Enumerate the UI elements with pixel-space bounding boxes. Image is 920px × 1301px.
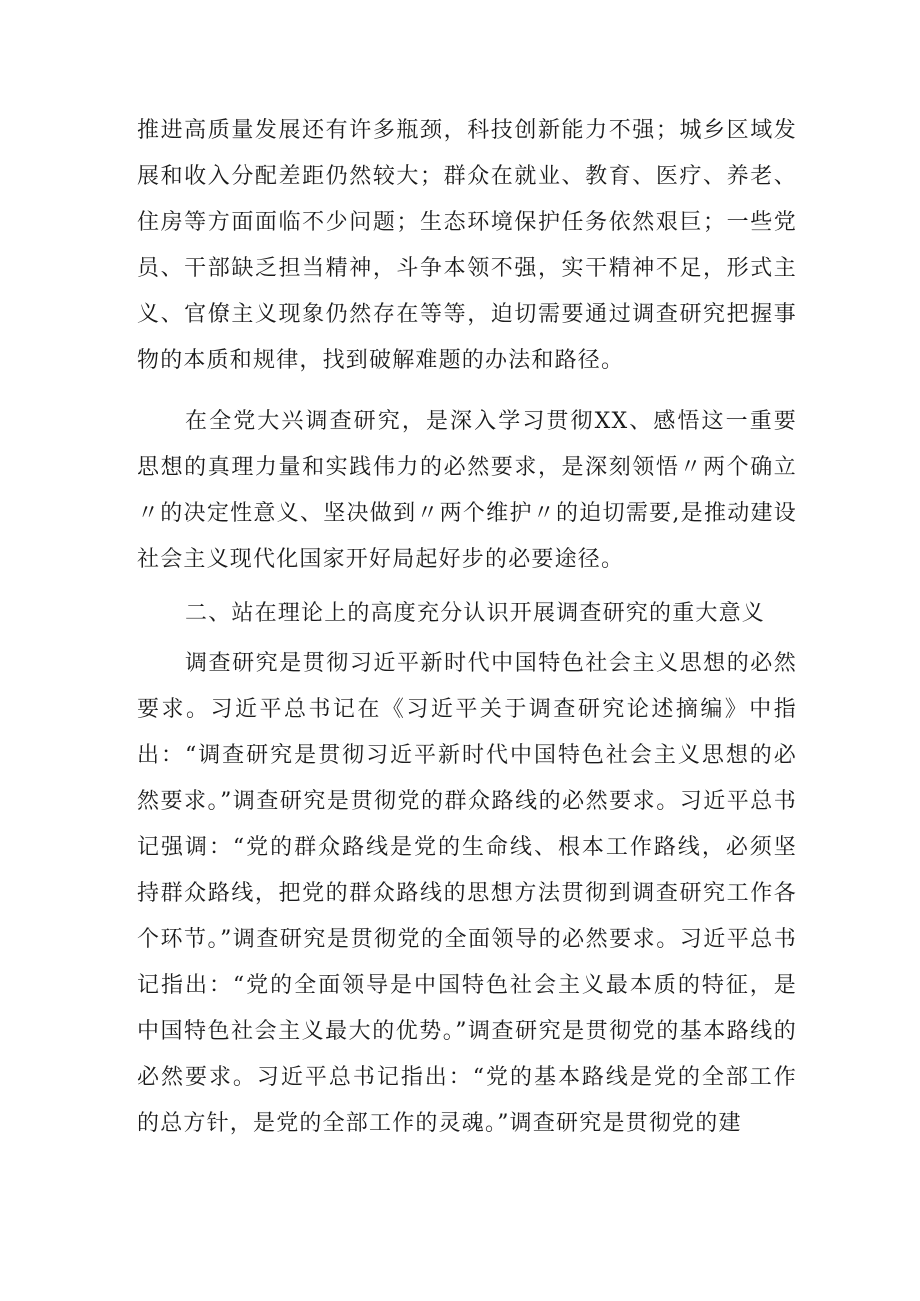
section-heading: 二、站在理论上的高度充分认识开展调查研究的重大意义 — [185, 601, 766, 626]
paragraph-requirements: 调查研究是贯彻习近平新时代中国特色社会主义思想的必然要求。习近平总书记在《习近平关于调查研究论述摘编》中指出：“调查研究是贯彻习近平新时代中国特色社会主义思想的必然要求。”调查研究是贯彻党的群众路线的必然要求。习近平总书记强调：“党的群众路线是党的生命线、根本工作路线，必须坚持群众路线，把党的群众路线的思想方法贯彻到调查研究工作各个环节。”调查研究是贯彻党的全面领导的必然要求。习近平总书记指出：“党的全面领导是中国特色社会主义最本质的特征，是中国特色社会主义最大的优势。”调查研究是贯彻党的基本路线的必然要求。习近平总书记指出：“党的基本路线是党的全部工作的总方针，是党的全部工作的灵魂。”调查研究是贯彻党的建 — [137, 651, 797, 1136]
body-text-2 — [137, 399, 797, 583]
paragraph-context: 推进高质量发展还有许多瓶颈，科技创新能力不强；城乡区域发展和收入分配差距仍然较大；群众在就业、教育、医疗、养老、住房等方面面临不少问题；生态环境保护任务依然艰巨；一些党员、干部缺乏担当精神，斗争本领不强，实干精神不足，形式主义、官僚主义现象仍然存在等等，迫切需要通过调查研究把握事物的本质和规律，找到破解难题的办法和路径。 — [137, 118, 797, 373]
section-heading-block — [137, 591, 797, 637]
body-text — [137, 108, 797, 384]
paragraph-significance: 在全党大兴调查研究，是深入学习贯彻XX、感悟这一重要思想的真理力量和实践伟力的必然要求，是深刻领悟〃两个确立〃的决定性意义、坚决做到〃两个维护〃的迫切需要,是推动建设社会主义现代化国家开好局起好步的必要途径。 — [137, 409, 797, 572]
body-text-3 — [137, 641, 797, 1147]
